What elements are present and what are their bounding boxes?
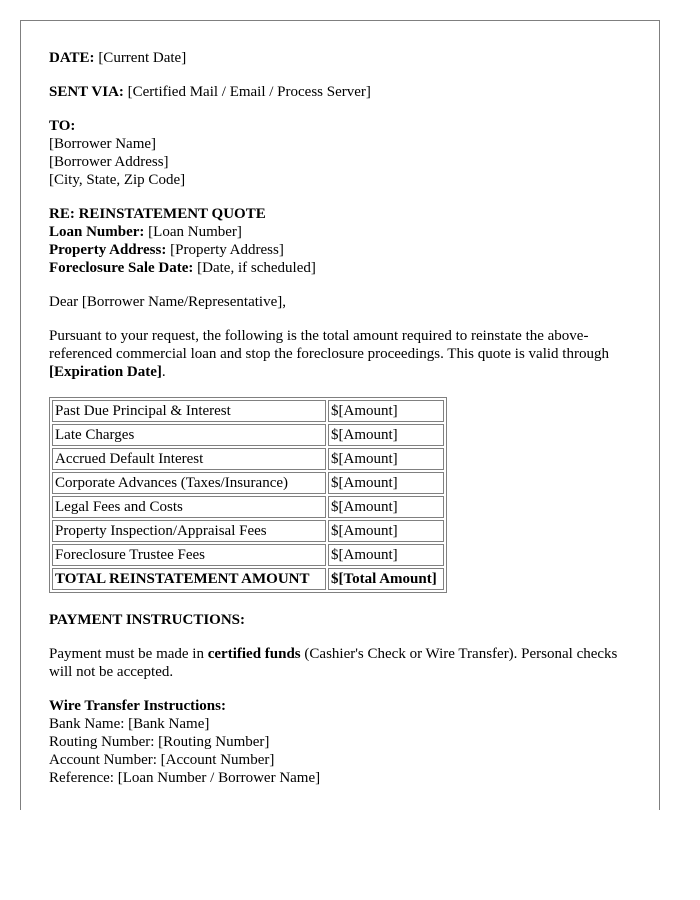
wire-instructions-block <box>49 697 639 787</box>
payment-text: Payment must be made in <box>49 646 208 662</box>
sent-via-line <box>49 83 639 101</box>
sent-via-label: SENT VIA: <box>49 84 124 100</box>
routing-number: Routing Number: [Routing Number] <box>49 734 270 750</box>
sale-date-value: [Date, if scheduled] <box>197 260 316 276</box>
recipient-block <box>49 117 639 189</box>
table-row <box>52 424 444 446</box>
fee-label: Legal Fees and Costs <box>52 496 326 518</box>
payment-paragraph <box>49 645 639 681</box>
fee-amount: $[Amount] <box>328 544 444 566</box>
fee-label: Foreclosure Trustee Fees <box>52 544 326 566</box>
table-row <box>52 520 444 542</box>
table-row <box>52 496 444 518</box>
total-label: TOTAL REINSTATEMENT AMOUNT <box>52 568 326 590</box>
letter-page <box>20 20 660 810</box>
property-address-value: [Property Address] <box>170 242 284 258</box>
to-label: TO: <box>49 118 76 134</box>
table-row <box>52 472 444 494</box>
payment-text-end: (Cashier's Check or Wire Transfer). Personal checks will not be accepted. <box>49 646 618 680</box>
fee-label: Past Due Principal & Interest <box>52 400 326 422</box>
loan-number-value: [Loan Number] <box>148 224 242 240</box>
borrower-name: [Borrower Name] <box>49 136 157 152</box>
fee-amount: $[Amount] <box>328 424 444 446</box>
total-row <box>52 568 444 590</box>
fee-amount: $[Amount] <box>328 400 444 422</box>
borrower-city-state-zip: [City, State, Zip Code] <box>49 172 186 188</box>
table-row <box>52 448 444 470</box>
fee-amount: $[Amount] <box>328 520 444 542</box>
sale-date-line <box>49 259 639 277</box>
payment-instructions-heading: PAYMENT INSTRUCTIONS: <box>49 612 246 628</box>
fee-amount: $[Amount] <box>328 496 444 518</box>
intro-text: Pursuant to your request, the following is the total amount required to reinstate the above-referenced commercial loan and stop the foreclosure proceedings. This quote is valid through <box>49 328 609 362</box>
sent-via-value: [Certified Mail / Email / Process Server] <box>127 84 371 100</box>
reinstatement-fees-table <box>49 397 447 593</box>
fee-label: Late Charges <box>52 424 326 446</box>
loan-number-label: Loan Number: <box>49 224 145 240</box>
intro-text-end: . <box>161 364 166 380</box>
letter-content <box>49 49 639 803</box>
sale-date-label: Foreclosure Sale Date: <box>49 260 194 276</box>
borrower-address: [Borrower Address] <box>49 154 169 170</box>
salutation: Dear [Borrower Name/Representative], <box>49 294 286 310</box>
table-row <box>52 400 444 422</box>
fee-amount: $[Amount] <box>328 472 444 494</box>
certified-funds: certified funds <box>207 646 301 662</box>
fee-label: Corporate Advances (Taxes/Insurance) <box>52 472 326 494</box>
total-amount: $[Total Amount] <box>328 568 444 590</box>
date-label: DATE: <box>49 50 95 66</box>
intro-paragraph <box>49 327 639 381</box>
loan-number-line <box>49 223 639 241</box>
fee-label: Accrued Default Interest <box>52 448 326 470</box>
table-row <box>52 544 444 566</box>
wire-heading: Wire Transfer Instructions: <box>49 698 226 714</box>
property-address-label: Property Address: <box>49 242 167 258</box>
fee-amount: $[Amount] <box>328 448 444 470</box>
date-line <box>49 49 639 67</box>
expiration-date: [Expiration Date] <box>49 364 162 380</box>
date-value: [Current Date] <box>98 50 187 66</box>
re-block <box>49 205 639 277</box>
fee-label: Property Inspection/Appraisal Fees <box>52 520 326 542</box>
bank-name: Bank Name: [Bank Name] <box>49 716 210 732</box>
property-address-line <box>49 241 639 259</box>
re-title: RE: REINSTATEMENT QUOTE <box>49 206 266 222</box>
wire-reference: Reference: [Loan Number / Borrower Name] <box>49 770 321 786</box>
account-number: Account Number: [Account Number] <box>49 752 275 768</box>
